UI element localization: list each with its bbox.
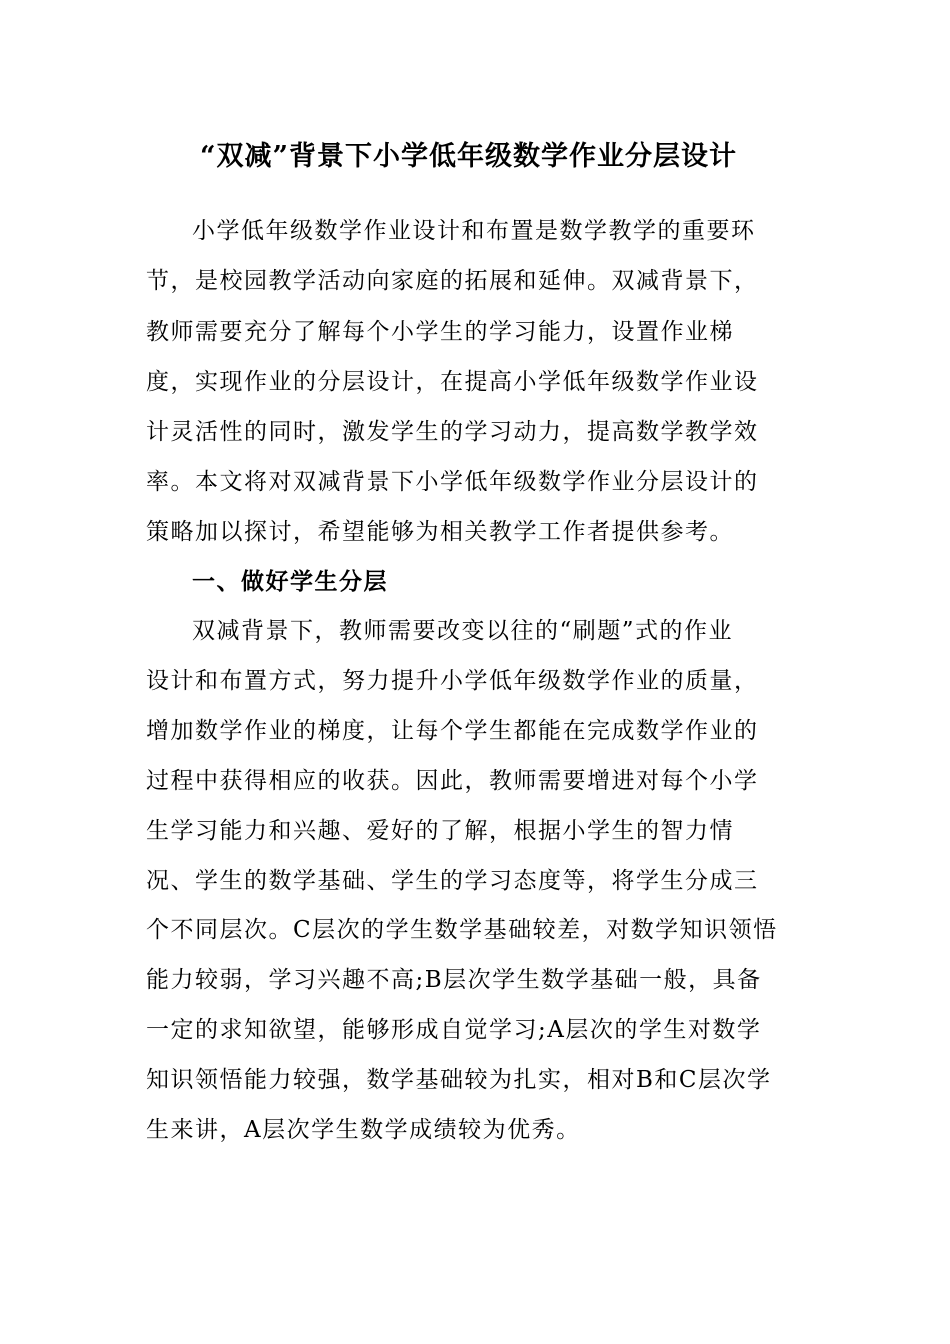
paragraph-1-line: 教师需要充分了解每个小学生的学习能力，设置作业梯 xyxy=(146,319,734,345)
paragraph-2-line: 双减背景下，教师需要改变以往的“刷题”式的作业 xyxy=(192,618,734,644)
paragraph-1-line: 策略加以探讨，希望能够为相关教学工作者提供参考。 xyxy=(146,519,734,545)
paragraph-1-line: 小学低年级数学作业设计和布置是数学教学的重要环 xyxy=(192,218,756,244)
paragraph-1-line: 计灵活性的同时，激发学生的学习动力，提高数学教学效 xyxy=(146,419,759,445)
document-title: “双减”背景下小学低年级数学作业分层设计 xyxy=(200,141,738,172)
paragraph-1-line: 节，是校园教学活动向家庭的拓展和延伸。双减背景下， xyxy=(146,268,759,294)
paragraph-2-line: 生学习能力和兴趣、爱好的了解，根据小学生的智力情 xyxy=(146,818,734,844)
section-heading: 一、做好学生分层 xyxy=(192,568,388,595)
paragraph-2-line: 能力较弱，学习兴趣不高;B层次学生数学基础一般，具备 xyxy=(146,967,762,993)
paragraph-2-line: 设计和布置方式，努力提升小学低年级数学作业的质量， xyxy=(146,668,759,694)
paragraph-2-line: 增加数学作业的梯度，让每个学生都能在完成数学作业的 xyxy=(146,718,759,744)
paragraph-1-line: 率。本文将对双减背景下小学低年级数学作业分层设计的 xyxy=(146,469,759,495)
paragraph-2-line: 生来讲，A层次学生数学成绩较为优秀。 xyxy=(146,1117,581,1143)
paragraph-2-line: 一定的求知欲望，能够形成自觉学习;A层次的学生对数学 xyxy=(146,1017,762,1043)
paragraph-2-line: 知识领悟能力较强，数学基础较为扎实，相对B和C层次学 xyxy=(146,1067,772,1093)
paragraph-2-line: 况、学生的数学基础、学生的学习态度等，将学生分成三 xyxy=(146,868,759,894)
paragraph-1-line: 度，实现作业的分层设计，在提高小学低年级数学作业设 xyxy=(146,369,759,395)
paragraph-2-line: 个不同层次。C层次的学生数学基础较差，对数学知识领悟 xyxy=(146,917,778,943)
paragraph-2-line: 过程中获得相应的收获。因此，教师需要增进对每个小学 xyxy=(146,768,759,794)
